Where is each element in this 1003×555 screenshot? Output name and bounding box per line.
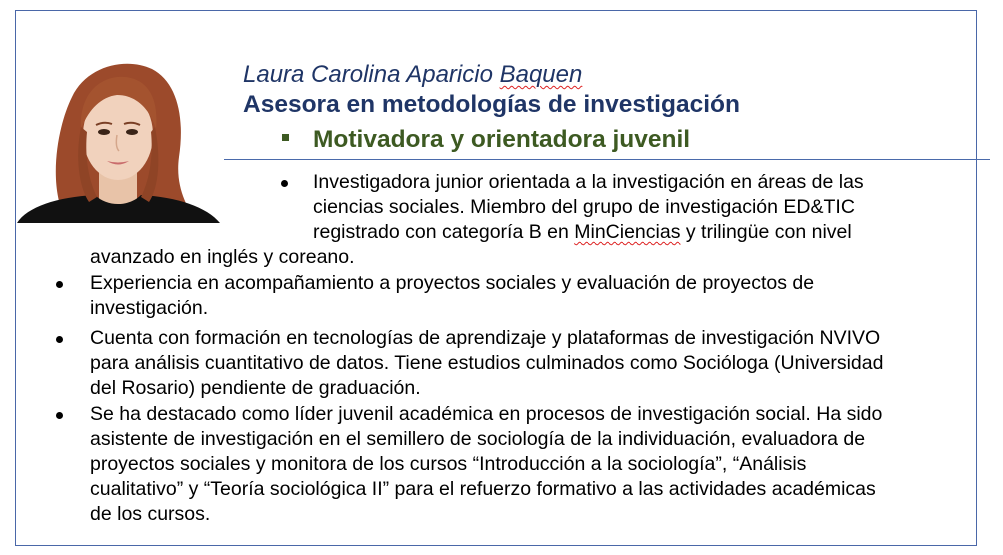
bullet-dot-icon <box>56 336 63 343</box>
person-name-first: Laura Carolina Aparicio <box>243 61 500 88</box>
bullet-4-line-1: Se ha destacado como líder juvenil académica en procesos de investigación social. Ha sido <box>90 403 883 425</box>
bullet-1-line-3-a: registrado con categoría B en <box>313 221 575 243</box>
bullet-2-line-2: investigación. <box>90 297 209 319</box>
bullet-4-line-5: de los cursos. <box>90 503 211 525</box>
bullet-1-line-3-c: y trilingüe con nivel <box>680 221 852 243</box>
header-divider <box>224 159 990 160</box>
person-name-last: Baquen <box>499 61 583 88</box>
bullet-3-line-2: para análisis cuantitativo de datos. Tiene estudios culminados como Socióloga (Universidad <box>90 352 884 374</box>
bullet-3-line-1: Cuenta con formación en tecnologías de aprendizaje y plataformas de investigación NVIVO <box>90 327 881 349</box>
bullet-1-line-4: avanzado en inglés y coreano. <box>90 246 355 268</box>
bullet-dot-icon <box>56 281 63 288</box>
job-title: Asesora en metodologías de investigación <box>243 91 740 118</box>
profile-photo <box>17 37 220 223</box>
bullet-3-line-3: del Rosario) pendiente de graduación. <box>90 377 421 399</box>
square-bullet-icon <box>282 134 289 141</box>
bullet-1-line-1: Investigadora junior orientada a la investigación en áreas de las <box>313 171 864 193</box>
person-name <box>243 61 582 89</box>
bullet-dot-icon <box>281 180 288 187</box>
subtitle <box>282 126 690 154</box>
bullet-1-line-3-b: MinCiencias <box>574 221 681 243</box>
bullet-dot-icon <box>56 412 63 419</box>
bullet-2-line-1: Experiencia en acompañamiento a proyectos sociales y evaluación de proyectos de <box>90 272 815 294</box>
bullet-4-line-2: asistente de investigación en el semillero de sociología de la individuación, evaluadora de <box>90 428 866 450</box>
bullet-4-line-4: cualitativo” y “Teoría sociológica II” para el refuerzo formativo a las actividades académicas <box>90 478 876 500</box>
subtitle-text: Motivadora y orientadora juvenil <box>313 126 691 153</box>
bullet-1-line-2: ciencias sociales. Miembro del grupo de investigación ED&TIC <box>313 196 855 218</box>
bullet-1-line-3 <box>313 220 852 244</box>
bullet-4-line-3: proyectos sociales y monitora de los cursos “Introducción a la sociología”, “Análisis <box>90 453 807 475</box>
